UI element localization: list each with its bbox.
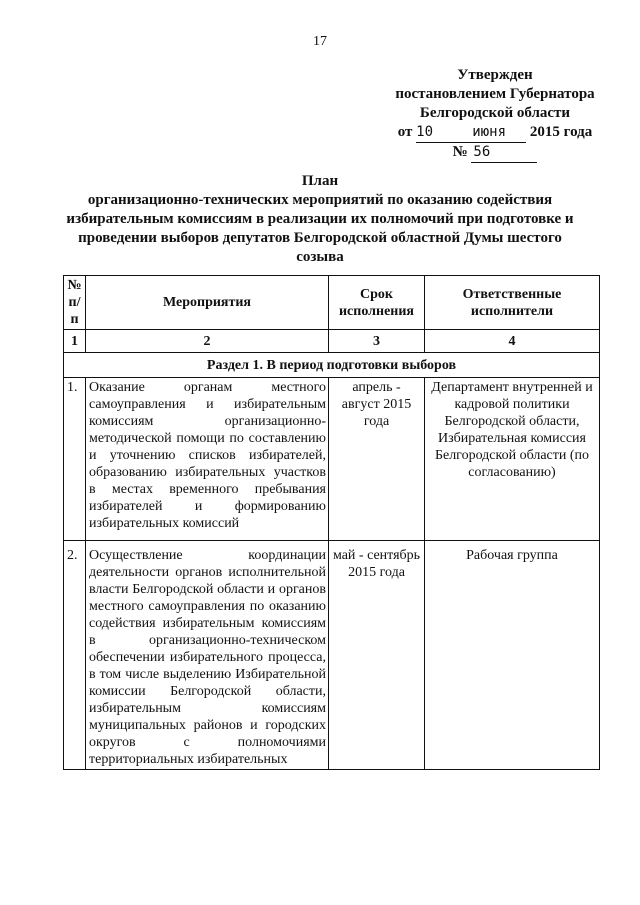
header-executor: Ответственные исполнители <box>425 276 600 330</box>
approval-line-3: Белгородской области <box>419 105 571 121</box>
approval-line-1: Утвержден <box>457 67 533 83</box>
column-number: 2 <box>86 330 329 353</box>
row-activity: Оказание органам местного самоуправления и избирательным комиссиям организационно-методической помощи по составлению и уточнению списков избирателей, образованию избирательных участков в местах временного пребывания избирателей и формированию избирательных комиссий <box>86 378 329 541</box>
header-number: № п/п <box>64 276 86 330</box>
row-executor: Департамент внутренней и кадровой политики Белгородской области, Избирательная комиссия Белгородской области (по согласованию) <box>425 378 600 541</box>
approval-number-line <box>380 143 610 163</box>
column-number: 4 <box>425 330 600 353</box>
approval-year: 2015 года <box>529 124 593 140</box>
row-number: 2. <box>64 541 86 770</box>
table-row <box>64 541 600 770</box>
date-prefix: от <box>397 124 413 140</box>
document-title <box>50 172 590 267</box>
header-term: Срок исполнения <box>329 276 425 330</box>
section-row <box>64 353 600 378</box>
approval-line-2: постановлением Губернатора <box>395 86 595 102</box>
title-line-5: созыва <box>296 249 344 265</box>
row-term: май - сентябрь 2015 года <box>329 541 425 770</box>
title-line-3: избирательным комиссиям в реализации их полномочий при подготовке и <box>66 211 574 227</box>
row-executor: Рабочая группа <box>425 541 600 770</box>
title-line-1: План <box>301 173 339 189</box>
header-activity: Мероприятия <box>86 276 329 330</box>
approval-number: 56 <box>471 143 537 163</box>
number-prefix: № <box>452 144 468 160</box>
column-number: 1 <box>64 330 86 353</box>
approval-date-line <box>380 123 610 143</box>
approval-block <box>380 66 610 163</box>
page-number: 17 <box>313 34 327 49</box>
row-number: 1. <box>64 378 86 541</box>
title-line-4: проведении выборов депутатов Белгородской областной Думы шестого <box>78 230 562 246</box>
approval-month: июня <box>452 123 526 143</box>
activities-table <box>63 275 600 770</box>
table-header-row <box>64 276 600 330</box>
column-number-row <box>64 330 600 353</box>
column-number: 3 <box>329 330 425 353</box>
title-line-2: организационно-технических мероприятий по оказанию содействия <box>87 192 553 208</box>
table-row <box>64 378 600 541</box>
row-term: апрель - август 2015 года <box>329 378 425 541</box>
section-title: Раздел 1. В период подготовки выборов <box>64 353 600 378</box>
approval-day: 10 <box>416 123 452 143</box>
row-activity: Осуществление координации деятельности органов исполнительной власти Белгородской области и органов местного самоуправления по оказанию содействия избирательным комиссиям в организационно-техническом обеспечении избирательного процесса, в том числе выделению Избирательной комиссии Белгородской области, избирательным комиссиям муниципальных районов и городских округов с полномочиями территориальных избирательных <box>86 541 329 770</box>
